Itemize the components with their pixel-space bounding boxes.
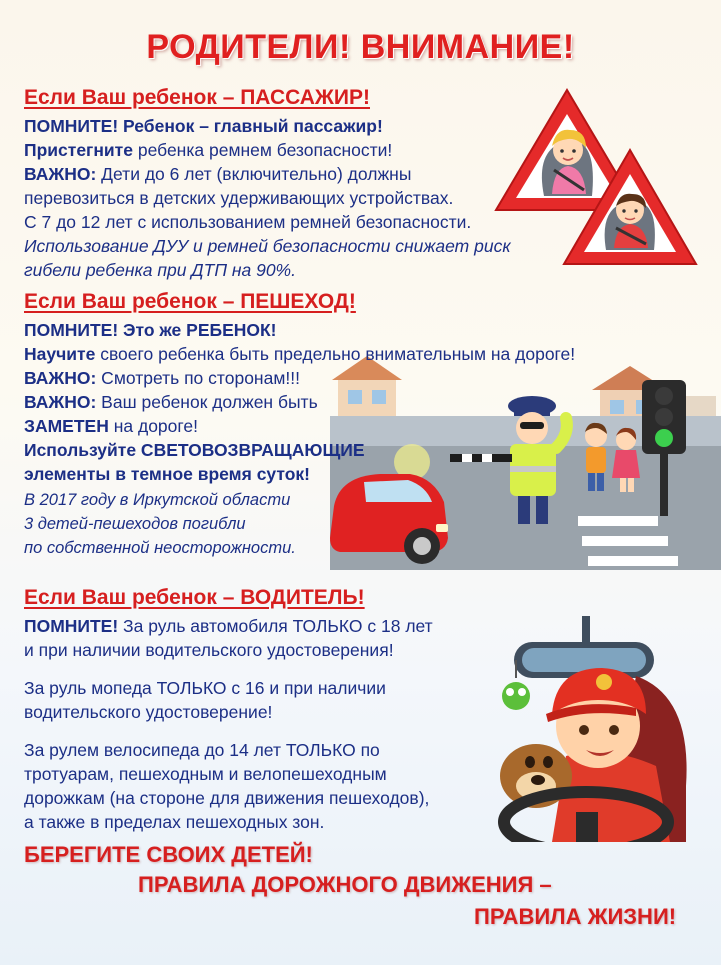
passenger-important-line <box>24 163 411 185</box>
passenger-important-rest: Дети до 6 лет (включительно) должны <box>96 164 412 184</box>
driver-car-line <box>24 615 433 637</box>
passenger-risk-line: Использование ДУУ и ремней безопасности снижает риск <box>24 236 511 256</box>
driver-heading: Если Ваш ребенок – ВОДИТЕЛЬ! <box>24 586 365 609</box>
passenger-fasten-bold: Пристегните <box>24 140 133 160</box>
footer-care-slogan: БЕРЕГИТЕ СВОИХ ДЕТЕЙ! <box>24 842 313 867</box>
passenger-fasten-line <box>24 139 392 161</box>
footer-rules-slogan: ПРАВИЛА ДОРОЖНОГО ДВИЖЕНИЯ – <box>138 872 552 897</box>
pedestrian-stat-line-3: по собственной неосторожности. <box>24 539 296 557</box>
passenger-important-bold: ВАЖНО: <box>24 164 97 184</box>
driver-moped-line: За руль мопеда ТОЛЬКО с 16 и при наличии <box>24 678 386 698</box>
pedestrian-heading: Если Ваш ребенок – ПЕШЕХОД! <box>24 290 356 313</box>
passenger-belts-line: С 7 до 12 лет с использованием ремней безопасности. <box>24 212 472 232</box>
pedestrian-stat-line-2: 3 детей-пешеходов погибли <box>24 515 246 533</box>
pedestrian-teach-bold: Научите <box>24 344 96 364</box>
driver-paths-line: дорожкам (на стороне для движения пешеходов), <box>24 788 430 808</box>
page-title: РОДИТЕЛИ! ВНИМАНИЕ! <box>146 28 575 66</box>
pedestrian-look-rest: Смотреть по сторонам!!! <box>96 368 300 388</box>
pedestrian-noticed-rest: на дороге! <box>108 416 198 436</box>
pedestrian-look-line <box>24 367 300 389</box>
passenger-seats-line: перевозиться в детских удерживающих устройствах. <box>24 188 454 208</box>
driver-moped-license-line: водительского удостоверение! <box>24 702 273 722</box>
driver-sidewalks-line: тротуарам, пешеходным и велопешеходным <box>24 764 387 784</box>
passenger-percent-line: гибели ребенка при ДТП на 90%. <box>24 260 296 280</box>
footer-life-slogan: ПРАВИЛА ЖИЗНИ! <box>474 904 677 929</box>
pedestrian-reflective-line: Используйте СВЕТОВОЗВРАЩАЮЩИЕ <box>24 440 365 460</box>
pedestrian-dark-line: элементы в темное время суток! <box>24 464 310 484</box>
pedestrian-stat-line-1: В 2017 году в Иркутской области <box>24 491 291 509</box>
driver-license-line: и при наличии водительского удостоверения! <box>24 640 394 660</box>
pedestrian-look-bold: ВАЖНО: <box>24 368 97 388</box>
pedestrian-visible-bold: ВАЖНО: <box>24 392 97 412</box>
pedestrian-noticed-bold: ЗАМЕТЕН <box>24 416 109 436</box>
street-scene-illustration <box>330 356 721 570</box>
pedestrian-remember: ПОМНИТЕ! Это же РЕБЕНОК! <box>24 320 277 340</box>
pedestrian-teach-line <box>24 343 575 365</box>
child-seat-warning-sign-2 <box>560 144 700 270</box>
child-driver-illustration <box>486 616 698 842</box>
pedestrian-noticed-line <box>24 415 198 437</box>
driver-car-rest: За руль автомобиля ТОЛЬКО с 18 лет <box>118 616 433 636</box>
pedestrian-teach-rest: своего ребенка быть предельно внимательным на дороге! <box>95 344 576 364</box>
pedestrian-visible-line <box>24 391 318 413</box>
driver-zones-line: а также в пределах пешеходных зон. <box>24 812 325 832</box>
passenger-heading: Если Ваш ребенок – ПАССАЖИР! <box>24 86 370 109</box>
driver-remember-bold: ПОМНИТЕ! <box>24 616 119 636</box>
driver-bicycle-line: За рулем велосипеда до 14 лет ТОЛЬКО по <box>24 740 380 760</box>
passenger-remember: ПОМНИТЕ! Ребенок – главный пассажир! <box>24 116 383 136</box>
pedestrian-visible-rest: Ваш ребенок должен быть <box>96 392 318 412</box>
passenger-fasten-rest: ребенка ремнем безопасности! <box>132 140 393 160</box>
